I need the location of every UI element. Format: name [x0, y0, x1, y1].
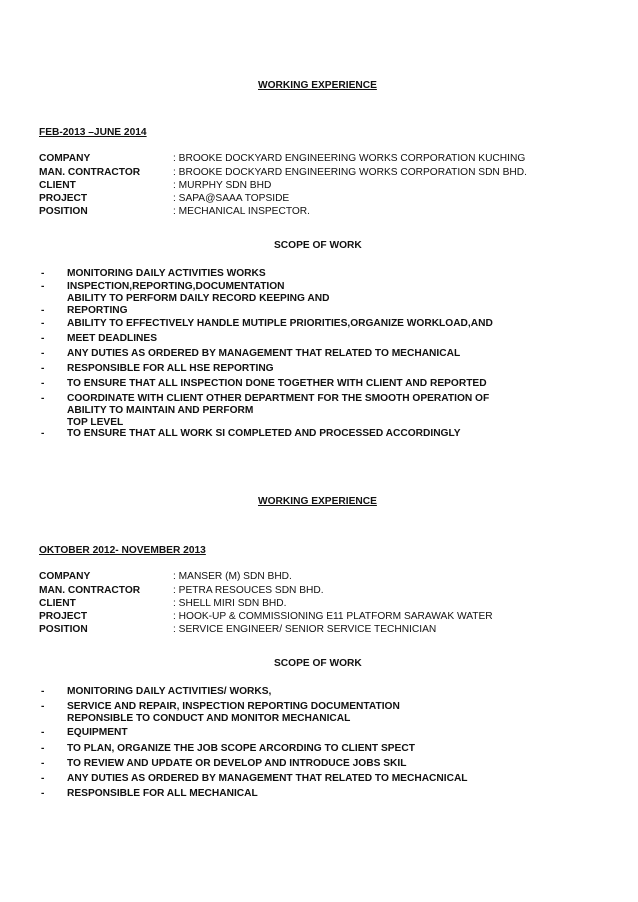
scope-line: RESPONSIBLE FOR ALL HSE REPORTING	[67, 363, 274, 374]
position-value: : SERVICE ENGINEER/ SENIOR SERVICE TECHNICIAN	[173, 624, 437, 635]
bullet-dash: -	[41, 758, 45, 769]
section-title: WORKING EXPERIENCE	[258, 80, 377, 91]
contractor-label: MAN. CONTRACTOR	[39, 167, 141, 178]
scope-line: REPORTING	[67, 305, 128, 316]
company-label: COMPANY	[39, 571, 91, 582]
scope-line: MEET DEADLINES	[67, 333, 157, 344]
project-value: : HOOK-UP & COMMISSIONING E11 PLATFORM SARAWAK WATER	[173, 611, 493, 622]
scope-line: ANY DUTIES AS ORDERED BY MANAGEMENT THAT RELATED TO MECHANICAL	[67, 348, 461, 359]
scope-line: MONITORING DAILY ACTIVITIES WORKS	[67, 268, 266, 279]
company-label: COMPANY	[39, 153, 91, 164]
bullet-dash: -	[41, 333, 45, 344]
client-value: : MURPHY SDN BHD	[173, 180, 272, 191]
bullet-dash: -	[41, 788, 45, 799]
client-label: CLIENT	[39, 598, 76, 609]
scope-line: RESPONSIBLE FOR ALL MECHANICAL	[67, 788, 258, 799]
contractor-value: : PETRA RESOUCES SDN BHD.	[173, 585, 324, 596]
project-value: : SAPA@SAAA TOPSIDE	[173, 193, 290, 204]
scope-line: ABILITY TO EFFECTIVELY HANDLE MUTIPLE PRIORITIES,ORGANIZE WORKLOAD,AND	[67, 318, 493, 329]
scope-line: ABILITY TO MAINTAIN AND PERFORM	[67, 405, 254, 416]
company-value: : MANSER (M) SDN BHD.	[173, 571, 292, 582]
position-value: : MECHANICAL INSPECTOR.	[173, 206, 310, 217]
scope-line: INSPECTION,REPORTING,DOCUMENTATION	[67, 281, 285, 292]
scope-heading: SCOPE OF WORK	[274, 658, 362, 669]
company-value: : BROOKE DOCKYARD ENGINEERING WORKS CORPORATION KUCHING	[173, 153, 526, 164]
position-label: POSITION	[39, 206, 88, 217]
scope-line: ANY DUTIES AS ORDERED BY MANAGEMENT THAT RELATED TO MECHACNICAL	[67, 773, 468, 784]
client-label: CLIENT	[39, 180, 76, 191]
scope-line: MONITORING DAILY ACTIVITIES/ WORKS,	[67, 686, 272, 697]
position-label: POSITION	[39, 624, 88, 635]
bullet-dash: -	[41, 305, 45, 316]
bullet-dash: -	[41, 393, 45, 404]
bullet-dash: -	[41, 701, 45, 712]
scope-line: TO PLAN, ORGANIZE THE JOB SCOPE ARCORDING TO CLIENT SPECT	[67, 743, 415, 754]
bullet-dash: -	[41, 318, 45, 329]
contractor-value: : BROOKE DOCKYARD ENGINEERING WORKS CORPORATION SDN BHD.	[173, 167, 527, 178]
bullet-dash: -	[41, 363, 45, 374]
contractor-label: MAN. CONTRACTOR	[39, 585, 141, 596]
bullet-dash: -	[41, 773, 45, 784]
bullet-dash: -	[41, 281, 45, 292]
bullet-dash: -	[41, 378, 45, 389]
client-value: : SHELL MIRI SDN BHD.	[173, 598, 287, 609]
scope-line: TO ENSURE THAT ALL WORK SI COMPLETED AND PROCESSED ACCORDINGLY	[67, 428, 461, 439]
scope-line: REPONSIBLE TO CONDUCT AND MONITOR MECHANICAL	[67, 713, 351, 724]
scope-line: SERVICE AND REPAIR, INSPECTION REPORTING DOCUMENTATION	[67, 701, 400, 712]
bullet-dash: -	[41, 686, 45, 697]
project-label: PROJECT	[39, 193, 88, 204]
section-title: WORKING EXPERIENCE	[258, 496, 377, 507]
date-range: FEB-2013 –JUNE 2014	[39, 127, 147, 138]
bullet-dash: -	[41, 727, 45, 738]
scope-line: TO ENSURE THAT ALL INSPECTION DONE TOGETHER WITH CLIENT AND REPORTED	[67, 378, 487, 389]
project-label: PROJECT	[39, 611, 88, 622]
bullet-dash: -	[41, 428, 45, 439]
date-range: OKTOBER 2012- NOVEMBER 2013	[39, 545, 206, 556]
scope-line: TO REVIEW AND UPDATE OR DEVELOP AND INTRODUCE JOBS SKIL	[67, 758, 407, 769]
bullet-dash: -	[41, 743, 45, 754]
scope-heading: SCOPE OF WORK	[274, 240, 362, 251]
bullet-dash: -	[41, 348, 45, 359]
scope-line: COORDINATE WITH CLIENT OTHER DEPARTMENT FOR THE SMOOTH OPERATION OF	[67, 393, 490, 404]
scope-line: EQUIPMENT	[67, 727, 128, 738]
scope-line: ABILITY TO PERFORM DAILY RECORD KEEPING AND	[67, 293, 330, 304]
scope-line: TOP LEVEL	[67, 417, 124, 428]
bullet-dash: -	[41, 268, 45, 279]
